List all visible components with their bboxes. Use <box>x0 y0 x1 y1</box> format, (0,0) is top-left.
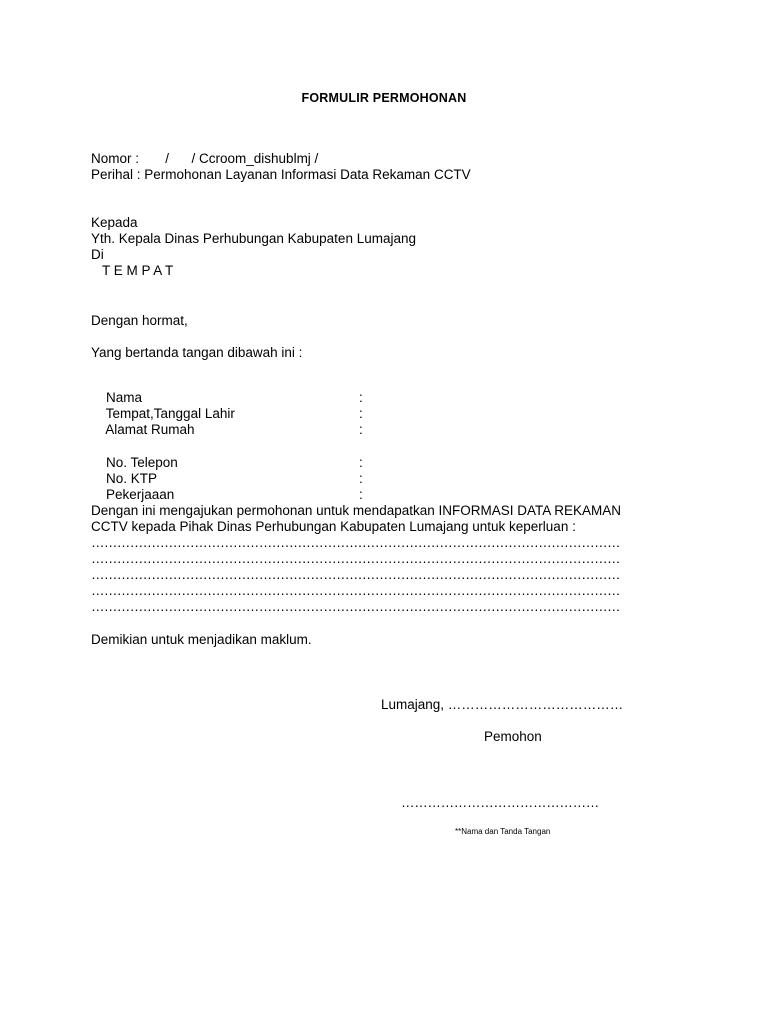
greeting: Dengan hormat, <box>91 313 188 328</box>
field-label: Nama <box>106 390 143 405</box>
dotted-line: …………………………………………………………………………………………………………… <box>91 599 620 614</box>
recipient-di: Di <box>91 247 104 262</box>
dotted-line: …………………………………………………………………………………………………………… <box>91 567 620 582</box>
signature-line: ……………………………………… <box>401 795 600 810</box>
field-colon: : <box>359 487 363 502</box>
field-label: Pekerjaaan <box>106 487 175 502</box>
page-title: FORMULIR PERMOHONAN <box>301 91 467 105</box>
field-colon: : <box>359 455 363 470</box>
field-colon: : <box>359 471 363 486</box>
place-date: Lumajang, ………………………………… <box>381 697 624 712</box>
signature-note: **Nama dan Tanda Tangan <box>455 827 551 836</box>
intro-text: Yang bertanda tangan dibawah ini : <box>91 345 303 360</box>
field-colon: : <box>359 406 363 421</box>
closing-text: Demikian untuk menjadikan maklum. <box>91 632 312 647</box>
signer-role: Pemohon <box>484 729 542 744</box>
field-label: Tempat,Tanggal Lahir <box>105 406 235 421</box>
recipient-yth: Yth. Kepala Dinas Perhubungan Kabupaten Lumajang <box>91 231 416 246</box>
field-label: No. Telepon <box>106 455 178 470</box>
dotted-line: …………………………………………………………………………………………………………… <box>91 535 620 550</box>
field-colon: : <box>359 422 363 437</box>
field-label: No. KTP <box>106 471 158 486</box>
recipient-kepada: Kepada <box>91 215 138 230</box>
field-colon: : <box>359 390 363 405</box>
recipient-tempat: T E M P A T <box>102 263 174 278</box>
field-label: Alamat Rumah <box>105 422 195 437</box>
dotted-line: …………………………………………………………………………………………………………… <box>91 551 620 566</box>
request-line-2: CCTV kepada Pihak Dinas Perhubungan Kabupaten Lumajang untuk keperluan : <box>91 519 576 534</box>
perihal-line: Perihal : Permohonan Layanan Informasi Data Rekaman CCTV <box>91 167 471 182</box>
dotted-line: …………………………………………………………………………………………………………… <box>91 583 620 598</box>
nomor-line: Nomor : / / Ccroom_dishublmj / <box>91 151 319 166</box>
request-line-1: Dengan ini mengajukan permohonan untuk mendapatkan INFORMASI DATA REKAMAN <box>91 503 622 518</box>
